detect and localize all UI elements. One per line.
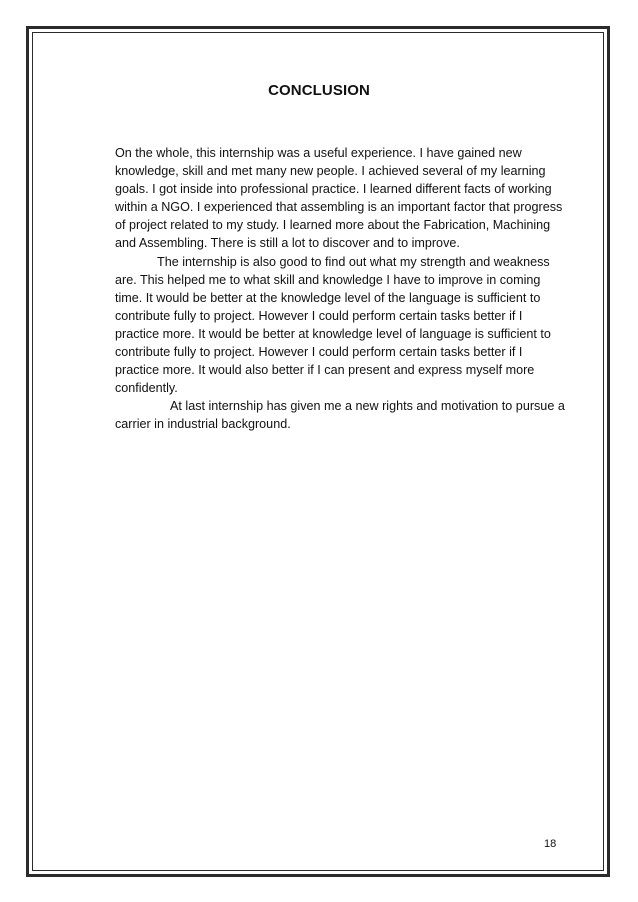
page-title: CONCLUSION bbox=[268, 82, 370, 99]
paragraph-1: On the whole, this internship was a useful experience. I have gained new knowledge, skill and met many new people. I achieved several of my learning goals. I got inside into professional practice. I learned different facts of working within a NGO. I experienced that assembling is an important factor that progress of project related to my study. I learned more about the Fabrication, Machining and Assembling. There is still a lot to discover and to improve. bbox=[115, 146, 563, 251]
body-text bbox=[115, 144, 565, 434]
page-number: 18 bbox=[544, 838, 557, 850]
paragraph-2: The internship is also good to find out what my strength and weakness are. This helped me to what skill and knowledge I have to improve in coming time. It would be better at the knowledge level of the language is sufficient to contribute fully to project. However I could perform certain tasks better if I practice more. It would be better at knowledge level of language is sufficient to contribute fully to project. However I could perform certain tasks better if I practice more. It would also better if I can present and express myself more confidently. bbox=[115, 254, 551, 396]
paragraph-3: At last internship has given me a new rights and motivation to pursue a carrier in industrial background. bbox=[115, 399, 565, 432]
